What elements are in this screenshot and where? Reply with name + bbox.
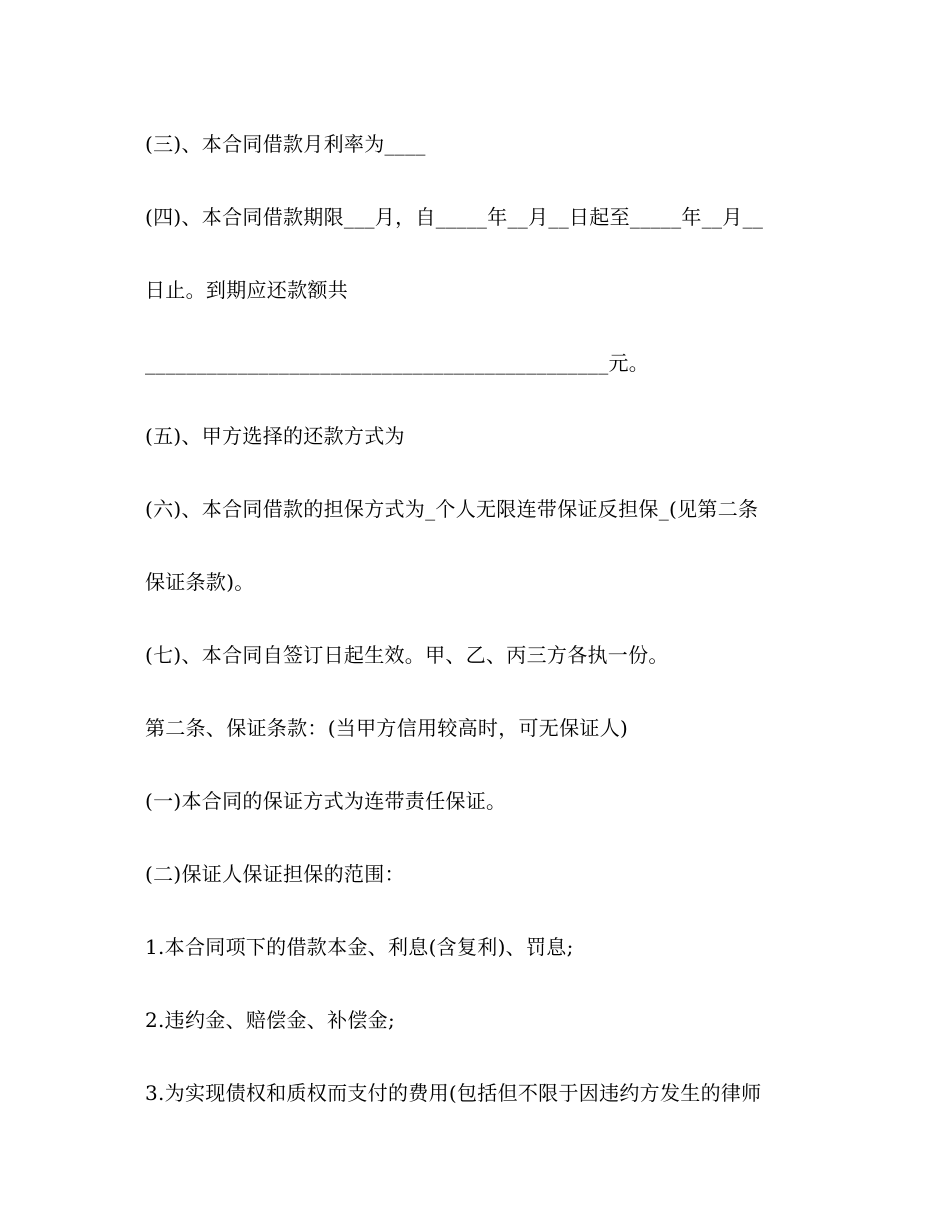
article-2-heading: 第二条、保证条款：(当甲方信用较高时，可无保证人) xyxy=(145,716,629,740)
clause-7-effective-date: (七)、本合同自签订日起生效。甲、乙、丙三方各执一份。 xyxy=(145,643,669,667)
clause-4-amount-blank: _____________________________________________元。 xyxy=(145,351,650,375)
scope-item-2: 2.违约金、赔偿金、补偿金; xyxy=(145,1008,396,1032)
clause-5-repayment-method: (五)、甲方选择的还款方式为 xyxy=(145,424,405,448)
clause-4-loan-term: (四)、本合同借款期限___月，自_____年__月__日起至_____年__月__ xyxy=(145,205,764,229)
clause-3-monthly-interest-rate: (三)、本合同借款月利率为____ xyxy=(145,132,426,156)
clause-4-repayment-amount: 日止。到期应还款额共 xyxy=(145,278,348,302)
clause-6-continuation: 保证条款)。 xyxy=(145,570,255,594)
scope-item-3: 3.为实现债权和质权而支付的费用(包括但不限于因违约方发生的律师 xyxy=(145,1081,762,1105)
clause-6-guarantee-method: (六)、本合同借款的担保方式为_个人无限连带保证反担保_(见第二条 xyxy=(145,497,759,521)
article-2-item-2: (二)保证人保证担保的范围： xyxy=(145,862,405,886)
scope-item-1: 1.本合同项下的借款本金、利息(含复利)、罚息; xyxy=(145,935,574,959)
article-2-item-1: (一)本合同的保证方式为连带责任保证。 xyxy=(145,789,507,813)
